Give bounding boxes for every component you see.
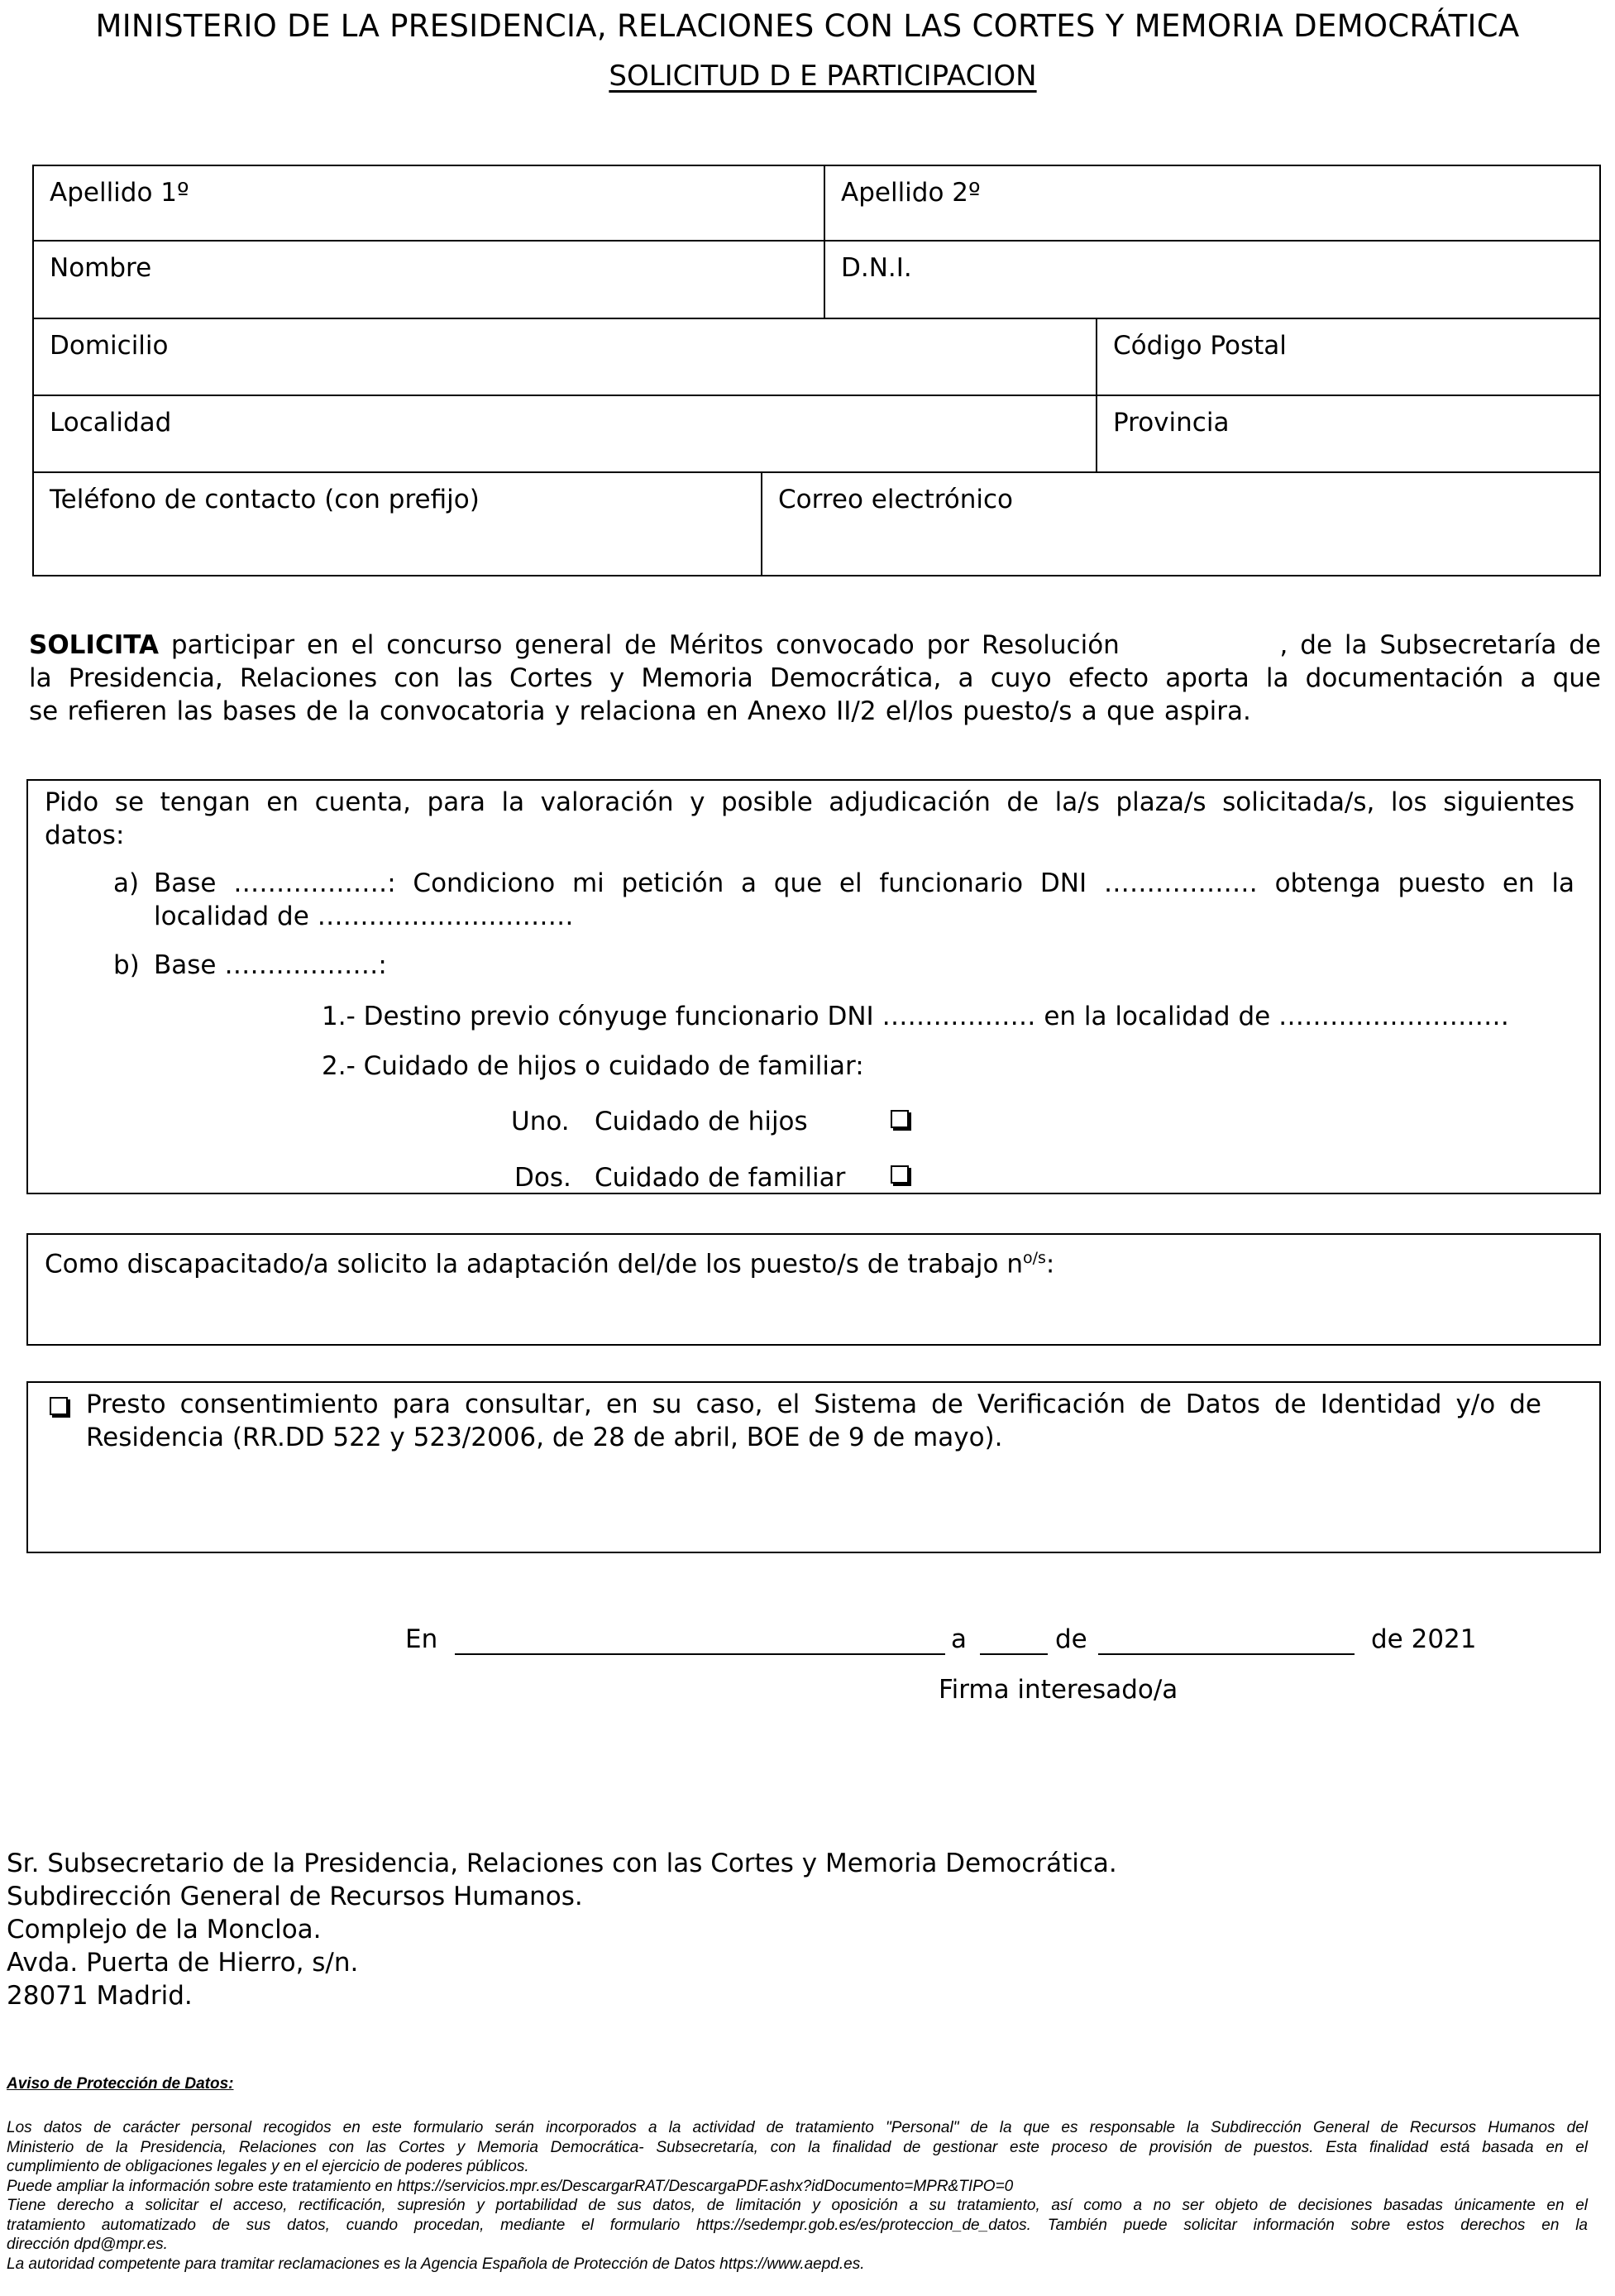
option-b-label: b) — [113, 950, 140, 980]
signature-a-label: a — [951, 1624, 967, 1654]
uno-text: Cuidado de hijos — [595, 1107, 808, 1136]
apellido1-label: Apellido 1º — [50, 178, 189, 208]
solicita-text-1: participar en el concurso general de Méritos convocado por Resolución , de la Subsecretaría de — [158, 630, 1601, 660]
consent-box — [26, 1381, 1601, 1553]
provincia-label: Provincia — [1113, 408, 1230, 438]
codigo-postal-field[interactable] — [1096, 318, 1601, 396]
option-b2-text: 2.- Cuidado de hijos o cuidado de familiar: — [322, 1051, 864, 1081]
day-line[interactable] — [980, 1627, 1048, 1655]
recipient-address — [7, 1847, 1117, 2012]
conditions-intro-2: datos: — [45, 820, 125, 850]
disability-text — [45, 1241, 1054, 1280]
domicilio-label: Domicilio — [50, 331, 169, 361]
localidad-label: Localidad — [50, 408, 172, 438]
option-a-label: a) — [113, 868, 140, 898]
correo-field[interactable] — [761, 471, 1601, 576]
dos-text: Cuidado de familiar — [595, 1163, 846, 1193]
option-b-text: Base ………………: — [154, 950, 387, 980]
dni-label: D.N.I. — [841, 253, 912, 283]
telefono-field[interactable] — [32, 471, 762, 576]
place-line[interactable] — [455, 1627, 945, 1655]
cuidado-hijos-checkbox[interactable] — [891, 1110, 909, 1128]
consent-line-1: Presto consentimiento para consultar, en su caso, el Sistema de Verificación de Datos de Identidad y/o de — [86, 1390, 1541, 1419]
conditions-box — [26, 779, 1601, 1194]
form-title-text: SOLICITUD D E PARTICIPACION — [609, 60, 1037, 93]
privacy-line: tratamiento automatizado de sus datos, cuando procedan, mediante el formulario https://sedempr.gob.es/es/proteccion_de_datos. También puede solicitar información sobre estos derechos en la — [7, 2216, 1588, 2234]
cuidado-familiar-checkbox[interactable] — [891, 1165, 909, 1184]
address-line: Subdirección General de Recursos Humanos. — [7, 1882, 583, 1911]
signature-de-label: de — [1055, 1624, 1087, 1654]
conditions-intro-1: Pido se tengan en cuenta, para la valoración y posible adjudicación de la/s plaza/s solicitada/s, los siguientes — [45, 787, 1574, 817]
privacy-line: Puede ampliar la información sobre este tratamiento en https://servicios.mpr.es/DescargarRAT/DescargaPDF.ashx?idDocumento=MPR&TIPO=0 — [7, 2177, 1014, 2195]
correo-label: Correo electrónico — [778, 485, 1014, 514]
nombre-label: Nombre — [50, 253, 152, 283]
consent-checkbox[interactable] — [50, 1397, 68, 1415]
uno-label: Uno. — [511, 1107, 570, 1136]
privacy-line: Los datos de carácter personal recogidos en este formulario serán incorporados a la actividad de tratamiento "Personal" de la que es responsable la Subdirección General de Recursos Humanos del — [7, 2119, 1588, 2136]
disability-text-main: Como discapacitado/a solicito la adaptación del/de los puesto/s de trabajo n — [45, 1249, 1023, 1280]
solicita-line-1 — [29, 629, 1601, 662]
domicilio-field[interactable] — [32, 318, 1097, 396]
localidad-field[interactable] — [32, 395, 1097, 473]
ministry-title: MINISTERIO DE LA PRESIDENCIA, RELACIONES CON LAS CORTES Y MEMORIA DEMOCRÁTICA — [95, 8, 1520, 44]
month-line[interactable] — [1098, 1627, 1355, 1655]
codigo-postal-label: Código Postal — [1113, 331, 1287, 361]
apellido2-field[interactable] — [824, 165, 1601, 242]
disability-colon: : — [1045, 1249, 1055, 1280]
dos-label: Dos. — [514, 1163, 571, 1193]
consent-line-2: Residencia (RR.DD 522 y 523/2006, de 28 de abril, BOE de 9 de mayo). — [86, 1423, 1003, 1452]
solicita-paragraph — [29, 629, 1601, 728]
privacy-line: La autoridad competente para tramitar reclamaciones es la Agencia Española de Protección de Datos https://www.aepd.es. — [7, 2255, 865, 2273]
address-line: Sr. Subsecretario de la Presidencia, Relaciones con las Cortes y Memoria Democrática. — [7, 1849, 1117, 1878]
address-line: Complejo de la Moncloa. — [7, 1915, 322, 1944]
disability-box[interactable] — [26, 1233, 1601, 1346]
address-line: 28071 Madrid. — [7, 1981, 193, 2011]
signature-en-label: En — [405, 1624, 438, 1654]
privacy-line: dirección dpd@mpr.es. — [7, 2236, 168, 2253]
option-a-line-2: localidad de ………………………… — [154, 902, 574, 931]
signature-year-label: de 2021 — [1371, 1624, 1477, 1654]
privacy-line: Tiene derecho a solicitar el acceso, rectificación, supresión y portabilidad de sus datos, de limitación y oposición a su tratamiento, así como a no ser objeto de decisiones basadas únicamente en el — [7, 2197, 1588, 2214]
option-b1-text: 1.- Destino previo cónyuge funcionario DNI ……………… en la localidad de ……………………… — [322, 1002, 1510, 1031]
solicita-bold: SOLICITA — [29, 630, 159, 660]
privacy-notice — [7, 2118, 1588, 2274]
telefono-label: Teléfono de contacto (con prefijo) — [50, 485, 480, 514]
option-a-line-1: Base ………………: Condiciono mi petición a que el funcionario DNI ……………… obtenga puesto en la — [154, 868, 1574, 898]
dni-field[interactable] — [824, 240, 1601, 319]
privacy-line: cumplimiento de obligaciones legales y en el ejercicio de poderes públicos. — [7, 2158, 529, 2175]
disability-sup: o/s — [1022, 1249, 1046, 1267]
provincia-field[interactable] — [1096, 395, 1601, 473]
solicita-line-2: la Presidencia, Relaciones con las Cortes y Memoria Democrática, a cuyo efecto aporta la documentación a que — [29, 663, 1601, 693]
nombre-field[interactable] — [32, 240, 825, 319]
form-title — [0, 60, 1615, 93]
signature-firma-label: Firma interesado/a — [939, 1675, 1178, 1705]
apellido2-label: Apellido 2º — [841, 178, 981, 208]
solicita-line-3: se refieren las bases de la convocatoria y relaciona en Anexo II/2 el/los puesto/s a que aspira. — [29, 696, 1251, 726]
address-line: Avda. Puerta de Hierro, s/n. — [7, 1948, 359, 1978]
apellido1-field[interactable] — [32, 165, 825, 242]
privacy-title: Aviso de Protección de Datos: — [7, 2075, 234, 2093]
privacy-line: Ministerio de la Presidencia, Relaciones con las Cortes y Memoria Democrática- Subsecretaría, con la finalidad de gestionar este proceso de provisión de puestos. Esta finalidad está basada en el — [7, 2138, 1588, 2156]
